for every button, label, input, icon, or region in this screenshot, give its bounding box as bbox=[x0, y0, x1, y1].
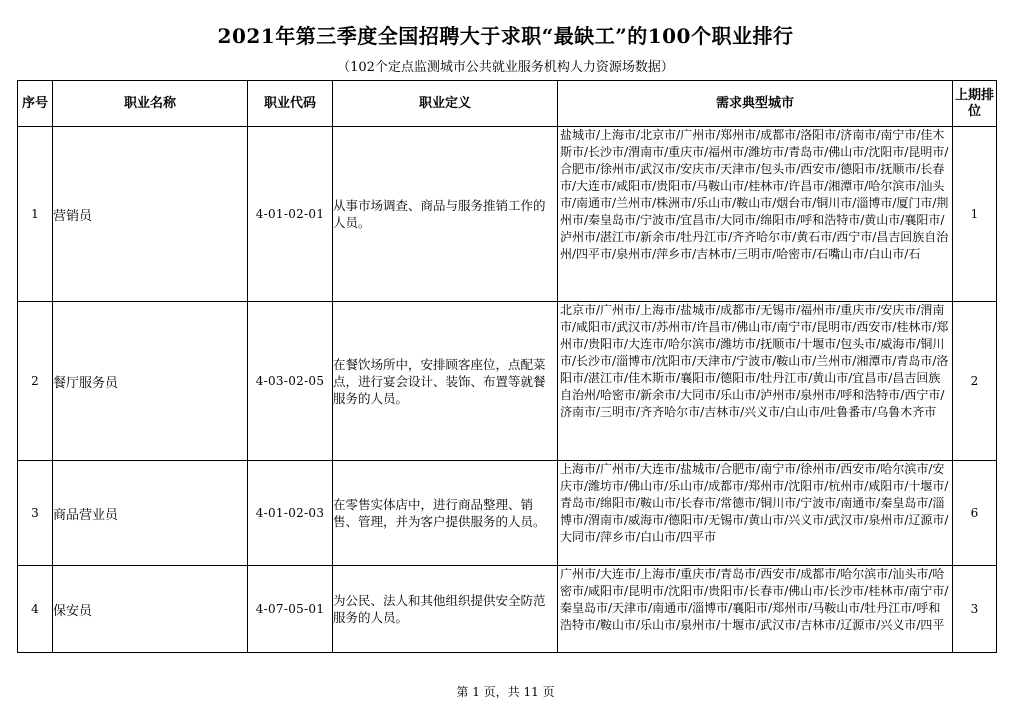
header-seq: 序号 bbox=[18, 81, 53, 127]
table-row bbox=[18, 302, 997, 461]
cell-rank: 1 bbox=[953, 127, 997, 302]
header-cities: 需求典型城市 bbox=[558, 81, 953, 127]
cell-code: 4-03-02-05 bbox=[248, 302, 333, 461]
cell-seq: 1 bbox=[18, 127, 53, 302]
table-header-row bbox=[18, 81, 997, 127]
header-rank: 上期排位 bbox=[953, 81, 997, 127]
header-code: 职业代码 bbox=[248, 81, 333, 127]
cell-name: 餐厅服务员 bbox=[53, 302, 248, 461]
cell-cities-wrap bbox=[558, 566, 953, 653]
cell-name: 保安员 bbox=[53, 566, 248, 653]
table-row bbox=[18, 127, 997, 302]
table-row bbox=[18, 566, 997, 653]
cell-code: 4-07-05-01 bbox=[248, 566, 333, 653]
cell-seq: 3 bbox=[18, 461, 53, 566]
cell-name: 商品营业员 bbox=[53, 461, 248, 566]
cell-cities: 上海市/广州市/大连市/盐城市/合肥市/南宁市/徐州市/西安市/哈尔滨市/安庆市/潍坊市/佛山市/乐山市/成都市/郑州市/沈阳市/杭州市/咸阳市/十堰市/青岛市/绵阳市/鞍山市/长春市/常德市/铜川市/宁波市/南通市/秦皇岛市/淄博市/渭南市/威海市/德阳市/无锡市/黄山市/兴义市/武汉市/泉州市/辽源市/大同市/萍乡市/白山市/四平市 bbox=[560, 462, 949, 544]
cell-rank: 3 bbox=[953, 566, 997, 653]
cell-rank: 6 bbox=[953, 461, 997, 566]
page-footer: 第 1 页，共 11 页 bbox=[456, 685, 555, 699]
header-definition: 职业定义 bbox=[333, 81, 558, 127]
cell-seq: 4 bbox=[18, 566, 53, 653]
cell-seq: 2 bbox=[18, 302, 53, 461]
page-title: 2021年第三季度全国招聘大于求职“最缺工”的100个职业排行 bbox=[217, 24, 794, 48]
cell-code: 4-01-02-01 bbox=[248, 127, 333, 302]
cell-cities: 北京市/广州市/上海市/盐城市/成都市/无锡市/福州市/重庆市/安庆市/渭南市/咸阳市/武汉市/苏州市/许昌市/佛山市/南宁市/昆明市/西安市/桂林市/郑州市/贵阳市/大连市/哈尔滨市/潍坊市/抚顺市/十堰市/包头市/威海市/铜川市/长沙市/淄博市/沈阳市/天津市/宁波市/鞍山市/兰州市/湘潭市/青岛市/洛阳市/湛江市/佳木斯市/襄阳市/德阳市/牡丹江市/黄山市/宜昌市/昌吉回族自治州/哈密市/新余市/大同市/乐山市/泸州市/泉州市/呼和浩特市/西宁市/济南市/三明市/齐齐哈尔市/吉林市/兴义市/白山市/吐鲁番市/乌鲁木齐市 bbox=[560, 303, 949, 419]
cell-cities-wrap bbox=[558, 461, 953, 566]
cell-name: 营销员 bbox=[53, 127, 248, 302]
cell-definition: 在零售实体店中，进行商品整理、销售、管理，并为客户提供服务的人员。 bbox=[333, 461, 558, 566]
cell-definition: 从事市场调查、商品与服务推销工作的人员。 bbox=[333, 127, 558, 302]
table-row bbox=[18, 461, 997, 566]
cell-cities: 广州市/大连市/上海市/重庆市/青岛市/西安市/成都市/哈尔滨市/汕头市/哈密市/咸阳市/昆明市/沈阳市/贵阳市/长春市/佛山市/长沙市/桂林市/南宁市/秦皇岛市/天津市/南通市/淄博市/襄阳市/郑州市/马鞍山市/牡丹江市/呼和浩特市/鞍山市/乐山市/泉州市/十堰市/武汉市/吉林市/辽源市/兴义市/四平 bbox=[560, 567, 949, 632]
header-name: 职业名称 bbox=[53, 81, 248, 127]
cell-cities: 盐城市/上海市/北京市/广州市/郑州市/成都市/洛阳市/济南市/南宁市/佳木斯市/长沙市/渭南市/重庆市/福州市/潍坊市/青岛市/佛山市/沈阳市/昆明市/合肥市/徐州市/武汉市/安庆市/天津市/包头市/西安市/德阳市/抚顺市/长春市/大连市/咸阳市/贵阳市/马鞍山市/桂林市/许昌市/湘潭市/哈尔滨市/汕头市/南通市/兰州市/株洲市/乐山市/鞍山市/烟台市/铜川市/淄博市/厦门市/荆州市/秦皇岛市/宁波市/宜昌市/大同市/绵阳市/呼和浩特市/黄山市/襄阳市/泸州市/湛江市/新余市/牡丹江市/齐齐哈尔市/黄石市/西宁市/昌吉回族自治州/四平市/泉州市/萍乡市/吉林市/三明市/哈密市/石嘴山市/白山市/石 bbox=[560, 128, 949, 261]
cell-cities-wrap bbox=[558, 127, 953, 302]
cell-definition: 在餐饮场所中，安排顾客座位，点配菜点，进行宴会设计、装饰、布置等就餐服务的人员。 bbox=[333, 302, 558, 461]
occupation-table bbox=[17, 80, 997, 653]
cell-definition: 为公民、法人和其他组织提供安全防范服务的人员。 bbox=[333, 566, 558, 653]
cell-rank: 2 bbox=[953, 302, 997, 461]
cell-cities-wrap bbox=[558, 302, 953, 461]
cell-code: 4-01-02-03 bbox=[248, 461, 333, 566]
page-subtitle: （102个定点监测城市公共就业服务机构人力资源场数据） bbox=[337, 60, 674, 75]
